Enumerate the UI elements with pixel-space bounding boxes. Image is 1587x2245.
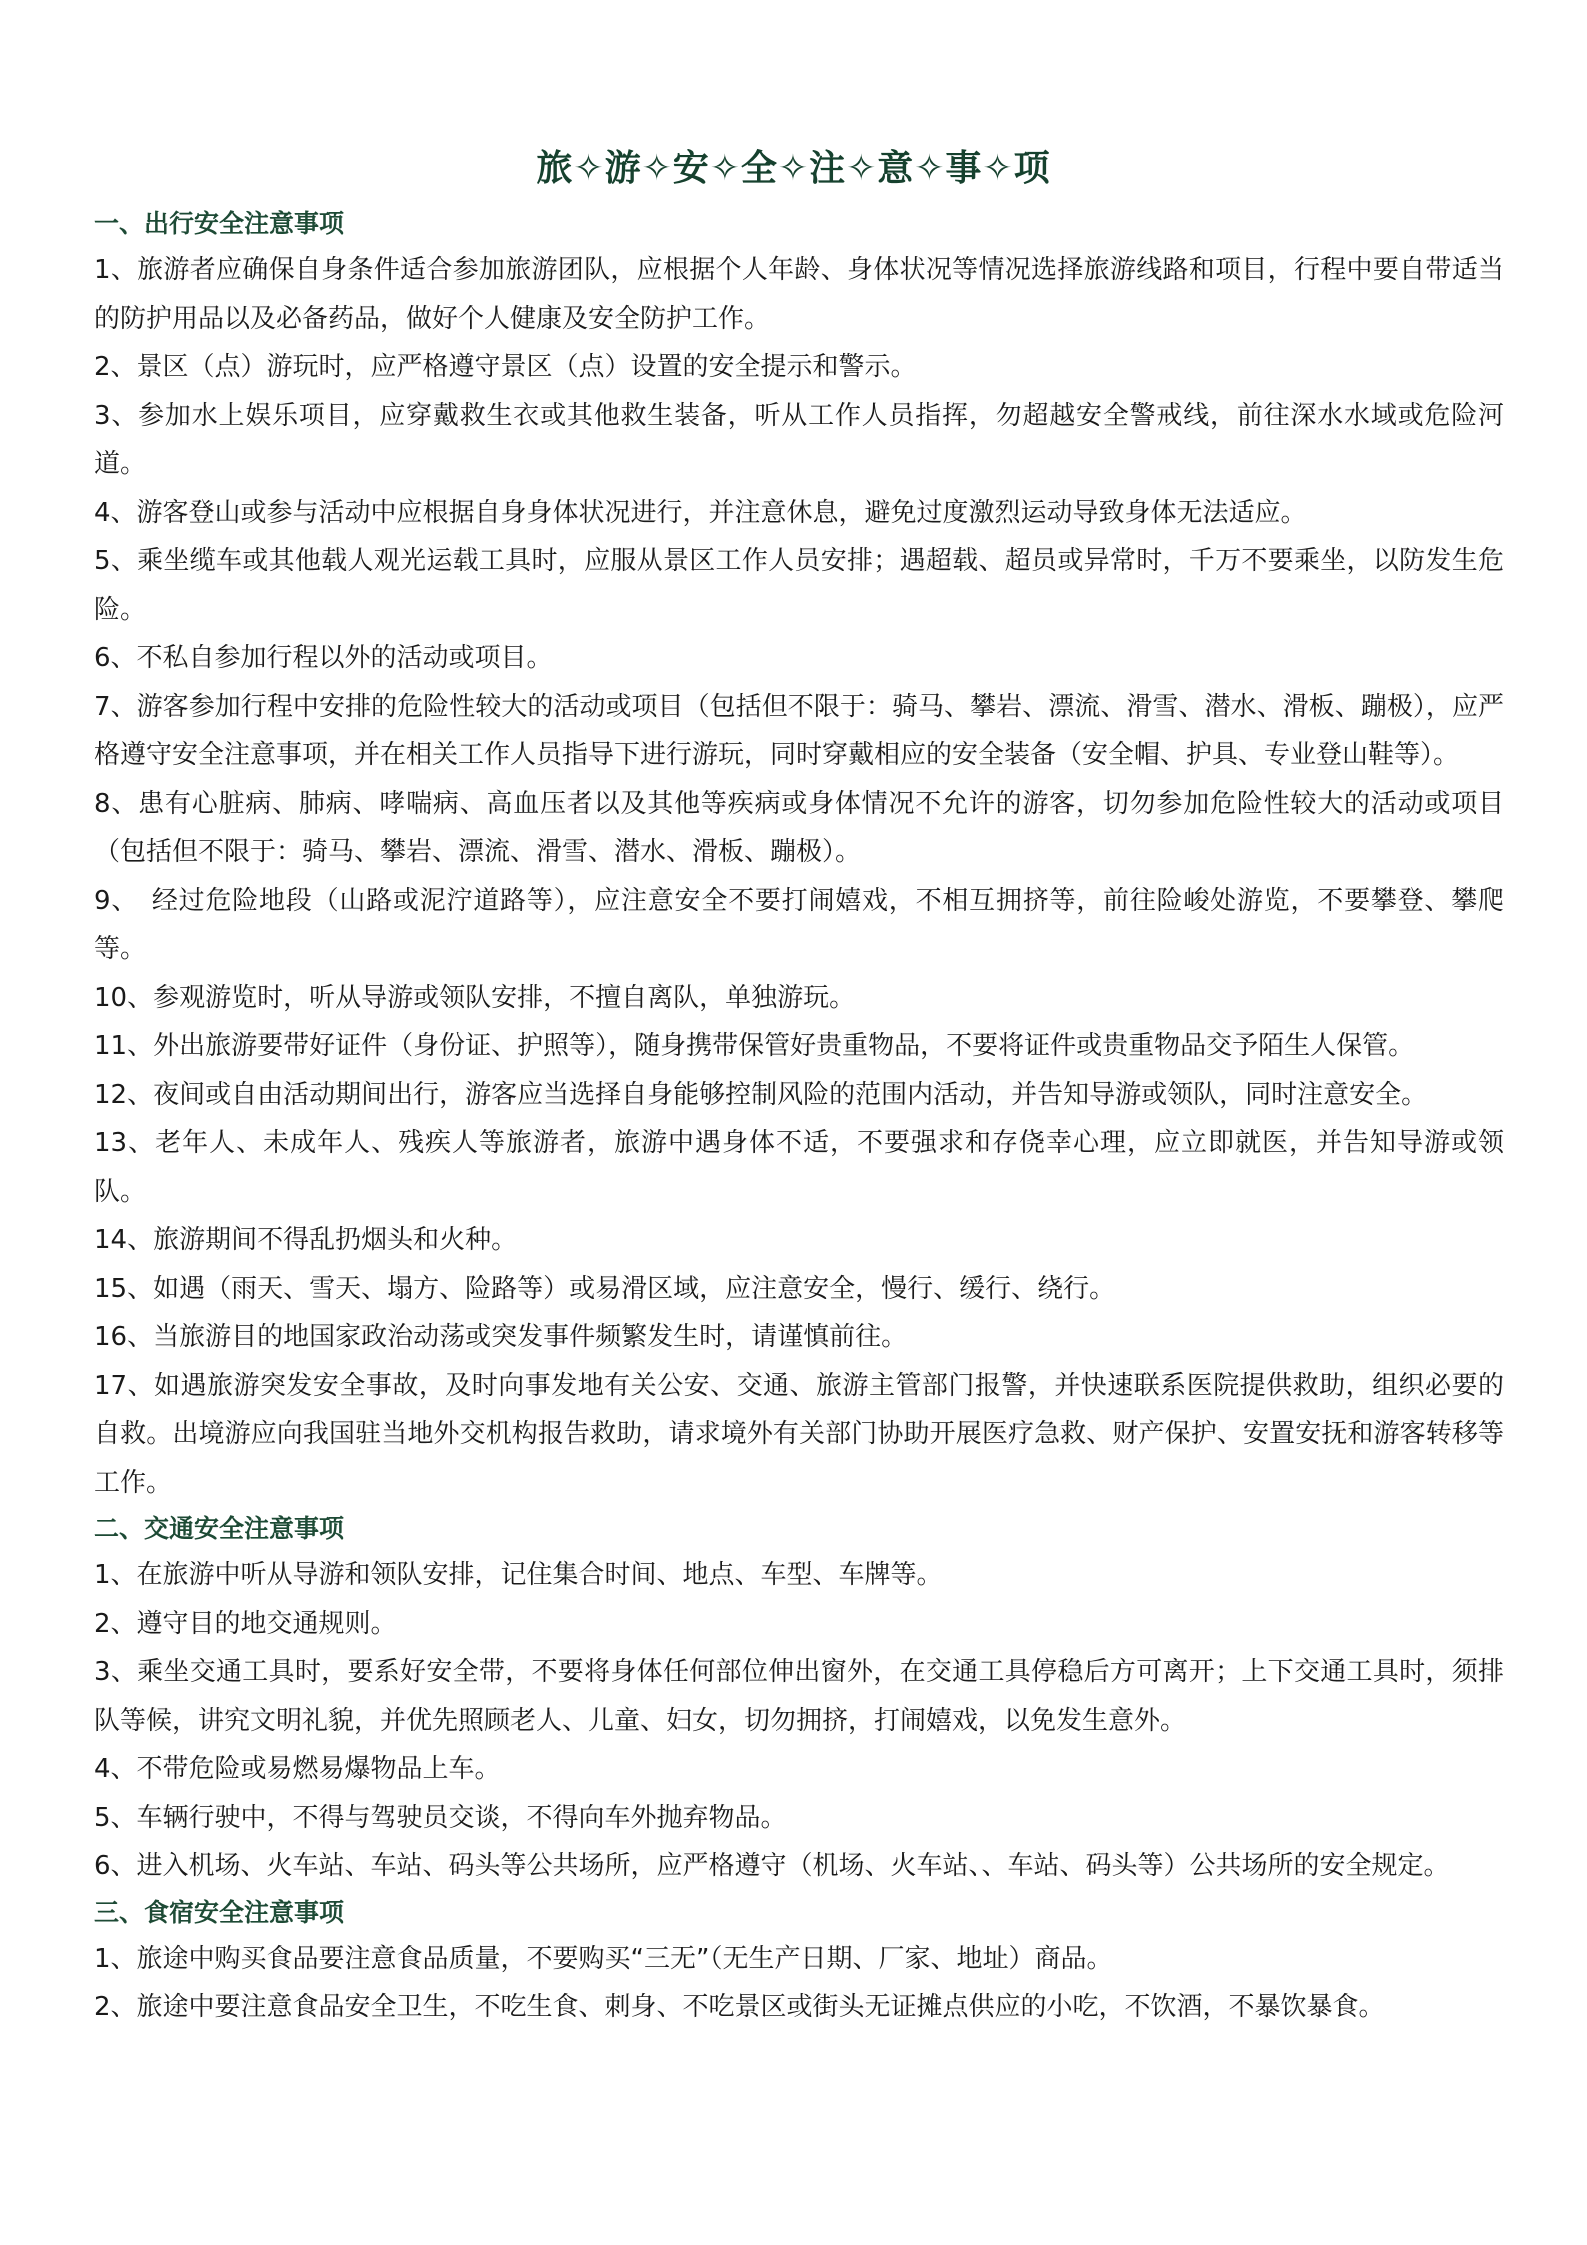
list-item: 8、患有心脏病、肺病、哮喘病、高血压者以及其他等疾病或身体情况不允许的游客，切勿参加危险性较大的活动或项目（包括但不限于：骑马、攀岩、漂流、滑雪、潜水、滑板、蹦极）。: [94, 788, 1504, 867]
list-item: 13、老年人、未成年人、残疾人等旅游者，旅游中遇身体不适，不要强求和存侥幸心理，应立即就医，并告知导游或领队。: [94, 1128, 1504, 1207]
list-item: 1、旅游者应确保自身条件适合参加旅游团队，应根据个人年龄、身体状况等情况选择旅游线路和项目，行程中要自带适当的防护用品以及必备药品，做好个人健康及安全防护工作。: [94, 255, 1504, 334]
list-item: 4、游客登山或参与活动中应根据自身身体状况进行，并注意休息，避免过度激烈运动导致身体无法适应。: [94, 497, 1307, 528]
list-item: 15、如遇（雨天、雪天、塌方、险路等）或易滑区域，应注意安全，慢行、缓行、绕行。: [94, 1273, 1116, 1304]
list-item: 1、旅途中购买食品要注意食品质量，不要购买“三无”（无生产日期、厂家、地址）商品。: [94, 1943, 1113, 1974]
list-item: 6、不私自参加行程以外的活动或项目。: [94, 643, 553, 673]
list-item: 2、遵守目的地交通规则。: [94, 1608, 397, 1639]
list-item: 2、旅途中要注意食品安全卫生，不吃生食、刺身、不吃景区或街头无证摊点供应的小吃，不饮酒，不暴饮暴食。: [94, 1992, 1385, 2022]
list-item: 5、乘坐缆车或其他载人观光运载工具时，应服从景区工作人员安排；遇超载、超员或异常时，千万不要乘坐，以防发生危险。: [94, 546, 1504, 625]
list-item: 4、不带危险或易燃易爆物品上车。: [94, 1754, 501, 1784]
list-item: 7、游客参加行程中安排的危险性较大的活动或项目（包括但不限于：骑马、攀岩、漂流、滑雪、潜水、滑板、蹦极），应严格遵守安全注意事项，并在相关工作人员指导下进行游玩，同时穿戴相应的安全装备（安全帽、护具、专业登山鞋等）。: [94, 691, 1504, 770]
section-heading: 三、食宿安全注意事项: [94, 1897, 345, 1927]
list-item: 10、参观游览时，听从导游或领队安排，不擅自离队，单独游玩。: [94, 982, 856, 1013]
list-item: 14、旅游期间不得乱扔烟头和火种。: [94, 1225, 518, 1255]
section-transport-safety: [94, 1507, 1504, 1891]
list-item: 9、 经过危险地段（山路或泥泞道路等），应注意安全不要打闹嬉戏，不相互拥挤等，前往险峻处游览，不要攀登、攀爬等。: [94, 885, 1504, 964]
list-item: 1、在旅游中听从导游和领队安排，记住集合时间、地点、车型、车牌等。: [94, 1560, 943, 1590]
list-item: 2、景区（点）游玩时，应严格遵守景区（点）设置的安全提示和警示。: [94, 352, 917, 382]
section-travel-safety: [94, 202, 1504, 1507]
list-item: 11、外出旅游要带好证件（身份证、护照等），随身携带保管好贵重物品，不要将证件或贵重物品交予陌生人保管。: [94, 1031, 1415, 1061]
page-title: 旅✧游✧安✧全✧注✧意✧事✧项: [536, 148, 1051, 189]
list-item: 6、进入机场、火车站、车站、码头等公共场所，应严格遵守（机场、火车站、、车站、码头等）公共场所的安全规定。: [94, 1851, 1450, 1881]
list-item: 12、夜间或自由活动期间出行，游客应当选择自身能够控制风险的范围内活动，并告知导游或领队，同时注意安全。: [94, 1079, 1428, 1110]
section-heading: 一、出行安全注意事项: [94, 209, 345, 238]
list-item: 16、当旅游目的地国家政治动荡或突发事件频繁发生时，请谨慎前往。: [94, 1322, 908, 1352]
section-food-lodging-safety: [94, 1891, 1504, 2032]
list-item: 17、如遇旅游突发安全事故，及时向事发地有关公安、交通、旅游主管部门报警，并快速联系医院提供救助，组织必要的自救。出境游应向我国驻当地外交机构报告救助，请求境外有关部门协助开展医疗急救、财产保护、安置安抚和游客转移等工作。: [94, 1370, 1504, 1498]
document-body: [94, 202, 1504, 2032]
list-item: 3、参加水上娱乐项目，应穿戴救生衣或其他救生装备，听从工作人员指挥，勿超越安全警戒线，前往深水水域或危险河道。: [94, 400, 1504, 479]
list-item: 5、车辆行驶中，不得与驾驶员交谈，不得向车外抛弃物品。: [94, 1802, 787, 1833]
list-item: 3、乘坐交通工具时，要系好安全带，不要将身体任何部位伸出窗外，在交通工具停稳后方可离开；上下交通工具时，须排队等候，讲究文明礼貌，并优先照顾老人、儿童、妇女，切勿拥挤，打闹嬉戏，以免发生意外。: [94, 1657, 1504, 1736]
section-heading: 二、交通安全注意事项: [94, 1514, 345, 1543]
